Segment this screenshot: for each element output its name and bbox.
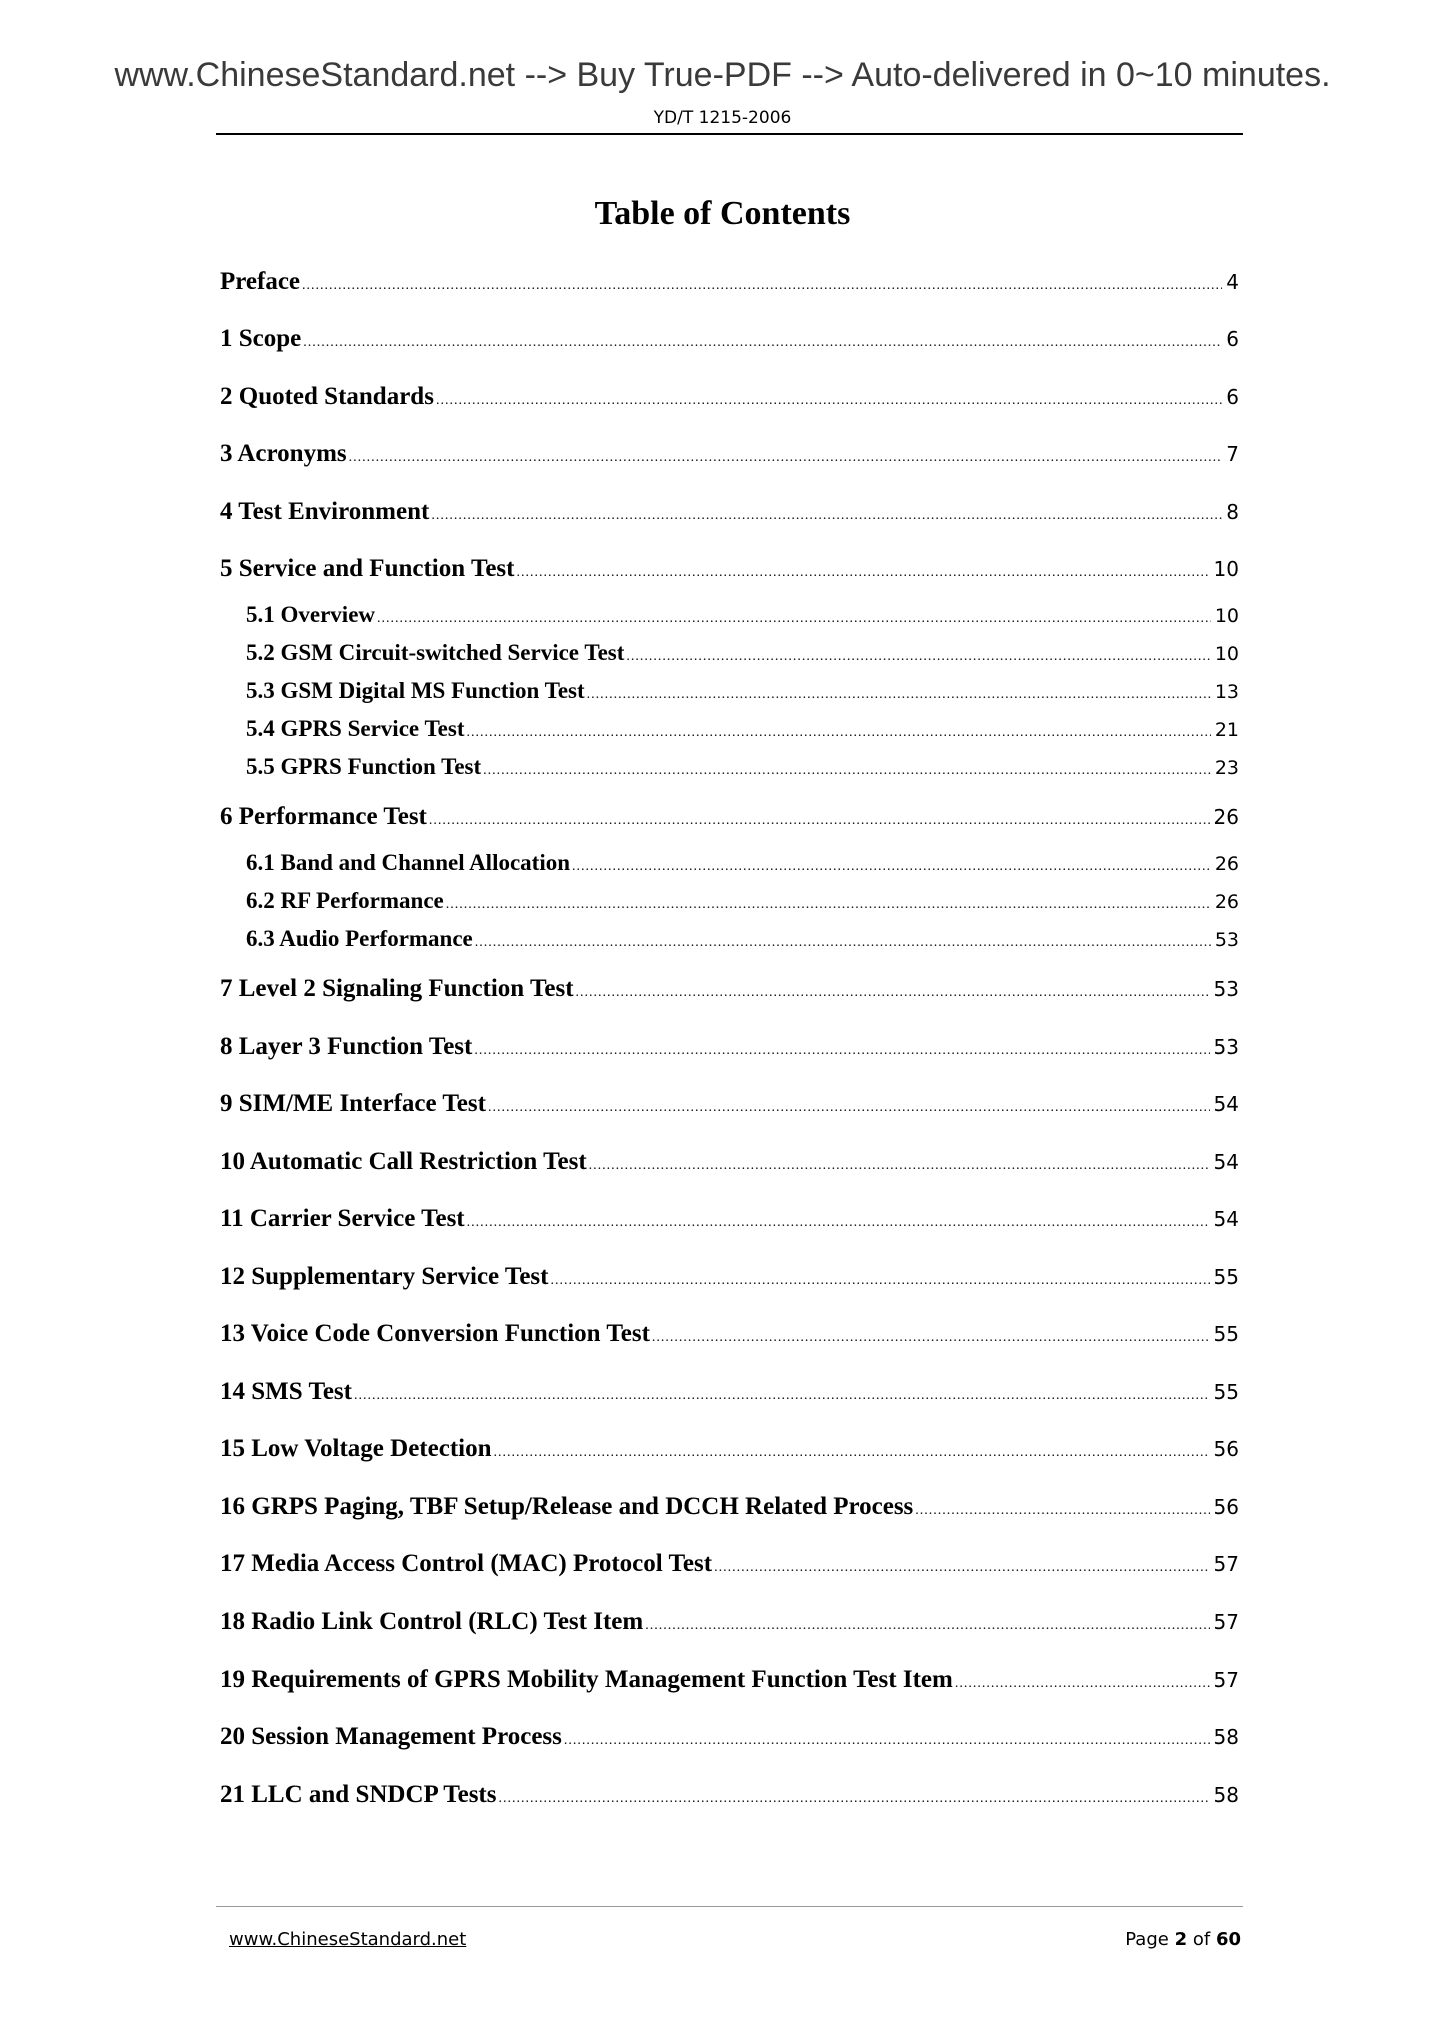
toc-dot-leader (467, 725, 1211, 741)
toc-entry[interactable] (220, 1781, 1239, 1809)
toc-entry-label: 12 Supplementary Service Test (220, 1263, 549, 1290)
toc-dot-leader (498, 1791, 1209, 1807)
toc-entry[interactable] (220, 1608, 1239, 1636)
toc-entry-label: 5 Service and Function Test (220, 555, 515, 582)
toc-dot-leader (429, 813, 1210, 829)
toc-subentry[interactable] (246, 926, 1239, 952)
toc-entry-label: 5.3 GSM Digital MS Function Test (246, 678, 585, 703)
footer-divider (216, 1906, 1243, 1907)
toc-entry-label: 14 SMS Test (220, 1378, 352, 1405)
toc-entry-page: 54 (1213, 1092, 1239, 1116)
toc-entry-label: 9 SIM/ME Interface Test (220, 1090, 486, 1117)
footer-site-link[interactable]: www.ChineseStandard.net (229, 1929, 467, 1950)
toc-entry-page: 13 (1214, 681, 1239, 703)
toc-dot-leader (475, 935, 1211, 951)
toc-entry-page: 21 (1214, 719, 1239, 741)
toc-dot-leader (354, 1388, 1210, 1404)
toc-entry-label: 6.3 Audio Performance (246, 926, 473, 951)
toc-entry-page: 10 (1214, 605, 1239, 627)
toc-dot-leader (652, 1330, 1210, 1346)
toc-dot-leader (576, 985, 1210, 1001)
toc-entry[interactable] (220, 1493, 1239, 1521)
toc-entry[interactable] (220, 1263, 1239, 1291)
toc-entry-page: 53 (1213, 977, 1239, 1001)
toc-dot-leader (550, 1273, 1209, 1289)
toc-entry-label: 5.5 GPRS Function Test (246, 754, 482, 779)
toc-entry[interactable] (220, 1148, 1239, 1176)
page-total: 60 (1215, 1929, 1241, 1950)
toc-entry-label: 6.1 Band and Channel Allocation (246, 850, 571, 875)
toc-entry-page: 4 (1226, 270, 1239, 294)
toc-entry-label: 6 Performance Test (220, 803, 427, 830)
toc-dot-leader (436, 393, 1222, 409)
header-divider (216, 133, 1243, 135)
toc-dot-leader (302, 278, 1222, 294)
toc-dot-leader (564, 1733, 1210, 1749)
toc-entry-page: 6 (1226, 327, 1239, 351)
toc-entry-page: 10 (1214, 643, 1239, 665)
toc-dot-leader (431, 508, 1222, 524)
toc-title: Table of Contents (594, 195, 851, 232)
toc-entry-page: 56 (1213, 1495, 1239, 1519)
toc-entry-label: 3 Acronyms (220, 440, 347, 467)
toc-entry-page: 54 (1213, 1207, 1239, 1231)
toc-entry-page: 54 (1213, 1150, 1239, 1174)
toc-entry-page: 53 (1213, 1035, 1239, 1059)
toc-entry-label: 5.2 GSM Circuit-switched Service Test (246, 640, 625, 665)
toc-entry[interactable] (220, 268, 1239, 296)
toc-entry-page: 57 (1213, 1552, 1239, 1576)
page-indicator (1125, 1929, 1241, 1950)
toc-entry[interactable] (220, 383, 1239, 411)
toc-dot-leader (516, 565, 1209, 581)
toc-entry-label: 15 Low Voltage Detection (220, 1435, 492, 1462)
toc-dot-leader (483, 763, 1211, 779)
toc-dot-leader (572, 859, 1211, 875)
toc-entry-label: 19 Requirements of GPRS Mobility Management Function Test Item (220, 1666, 953, 1693)
toc-entry-label: 6.2 RF Performance (246, 888, 444, 913)
toc-entry-label: 18 Radio Link Control (RLC) Test Item (220, 1608, 644, 1635)
toc-dot-leader (626, 649, 1210, 665)
toc-entry-page: 7 (1226, 442, 1239, 466)
toc-entry-page: 55 (1213, 1322, 1239, 1346)
toc-entry-page: 57 (1213, 1610, 1239, 1634)
toc-dot-leader (915, 1503, 1209, 1519)
toc-entry-page: 8 (1226, 500, 1239, 524)
toc-entry-label: 20 Session Management Process (220, 1723, 562, 1750)
toc-dot-leader (645, 1618, 1209, 1634)
toc-entry-page: 6 (1226, 385, 1239, 409)
toc-dot-leader (589, 1158, 1210, 1174)
toc-dot-leader (377, 611, 1211, 627)
toc-dot-leader (714, 1560, 1209, 1576)
toc-entry[interactable] (220, 1205, 1239, 1233)
toc-entry-page: 26 (1213, 805, 1239, 829)
site-banner[interactable]: www.ChineseStandard.net --> Buy True-PDF --> Auto-delivered in 0~10 minutes. (114, 56, 1331, 94)
toc-subentry[interactable] (246, 602, 1239, 628)
toc-entry-label: 4 Test Environment (220, 498, 430, 525)
toc-entry-label: 16 GRPS Paging, TBF Setup/Release and DCCH Related Process (220, 1493, 914, 1520)
toc-entry-page: 55 (1213, 1380, 1239, 1404)
toc-subentry[interactable] (246, 850, 1239, 876)
toc-subentry[interactable] (246, 640, 1239, 666)
toc-entry-page: 58 (1213, 1783, 1239, 1807)
toc-entry-label: 13 Voice Code Conversion Function Test (220, 1320, 650, 1347)
toc-entry[interactable] (220, 975, 1239, 1003)
toc-entry[interactable] (220, 498, 1239, 526)
toc-entry-label: 17 Media Access Control (MAC) Protocol Test (220, 1550, 713, 1577)
toc-entry-page: 56 (1213, 1437, 1239, 1461)
toc-subentry[interactable] (246, 888, 1239, 914)
toc-entry-page: 58 (1213, 1725, 1239, 1749)
toc-entry-page: 26 (1214, 891, 1239, 913)
toc-entry[interactable] (220, 325, 1239, 353)
toc-entry-page: 55 (1213, 1265, 1239, 1289)
toc-entry[interactable] (220, 1320, 1239, 1348)
toc-entry-label: 7 Level 2 Signaling Function Test (220, 975, 574, 1002)
toc-entry[interactable] (220, 1033, 1239, 1061)
toc-dot-leader (467, 1215, 1210, 1231)
toc-entry[interactable] (220, 1723, 1239, 1751)
toc-entry-label: 8 Layer 3 Function Test (220, 1033, 473, 1060)
toc-entry[interactable] (220, 1550, 1239, 1578)
toc-entry-page: 26 (1214, 853, 1239, 875)
toc-entry-label: 10 Automatic Call Restriction Test (220, 1148, 587, 1175)
toc-subentry[interactable] (246, 678, 1239, 704)
toc-dot-leader (349, 450, 1223, 466)
toc-dot-leader (587, 687, 1211, 703)
toc-entry[interactable] (220, 1666, 1239, 1694)
toc-entry[interactable] (220, 1435, 1239, 1463)
toc-entry-label: 5.4 GPRS Service Test (246, 716, 465, 741)
page-current: 2 (1174, 1929, 1188, 1950)
toc-dot-leader (494, 1445, 1210, 1461)
toc-entry-page: 53 (1214, 929, 1239, 951)
toc-dot-leader (955, 1676, 1210, 1692)
toc-dot-leader (474, 1043, 1209, 1059)
toc-entry-label: 2 Quoted Standards (220, 383, 434, 410)
toc-dot-leader (488, 1100, 1210, 1116)
toc-entry[interactable] (220, 440, 1239, 468)
toc-entry-page: 57 (1213, 1668, 1239, 1692)
toc-entry-label: 5.1 Overview (246, 602, 376, 627)
toc-entry-page: 23 (1214, 757, 1239, 779)
toc-entry-label: 1 Scope (220, 325, 302, 352)
toc-entry[interactable] (220, 1378, 1239, 1406)
document-id: YD/T 1215-2006 (653, 108, 792, 128)
toc-entry-label: Preface (220, 268, 301, 295)
toc-entry-label: 21 LLC and SNDCP Tests (220, 1781, 497, 1808)
page-separator: of (1192, 1929, 1211, 1950)
toc-subentry[interactable] (246, 754, 1239, 780)
toc-dot-leader (446, 897, 1211, 913)
toc-entry[interactable] (220, 555, 1239, 583)
toc-entry-label: 11 Carrier Service Test (220, 1205, 465, 1232)
page-prefix: Page (1125, 1929, 1169, 1950)
toc-entry[interactable] (220, 1090, 1239, 1118)
toc-entry[interactable] (220, 803, 1239, 831)
toc-entry-page: 10 (1213, 557, 1239, 581)
toc-subentry[interactable] (246, 716, 1239, 742)
toc-dot-leader (303, 335, 1222, 351)
